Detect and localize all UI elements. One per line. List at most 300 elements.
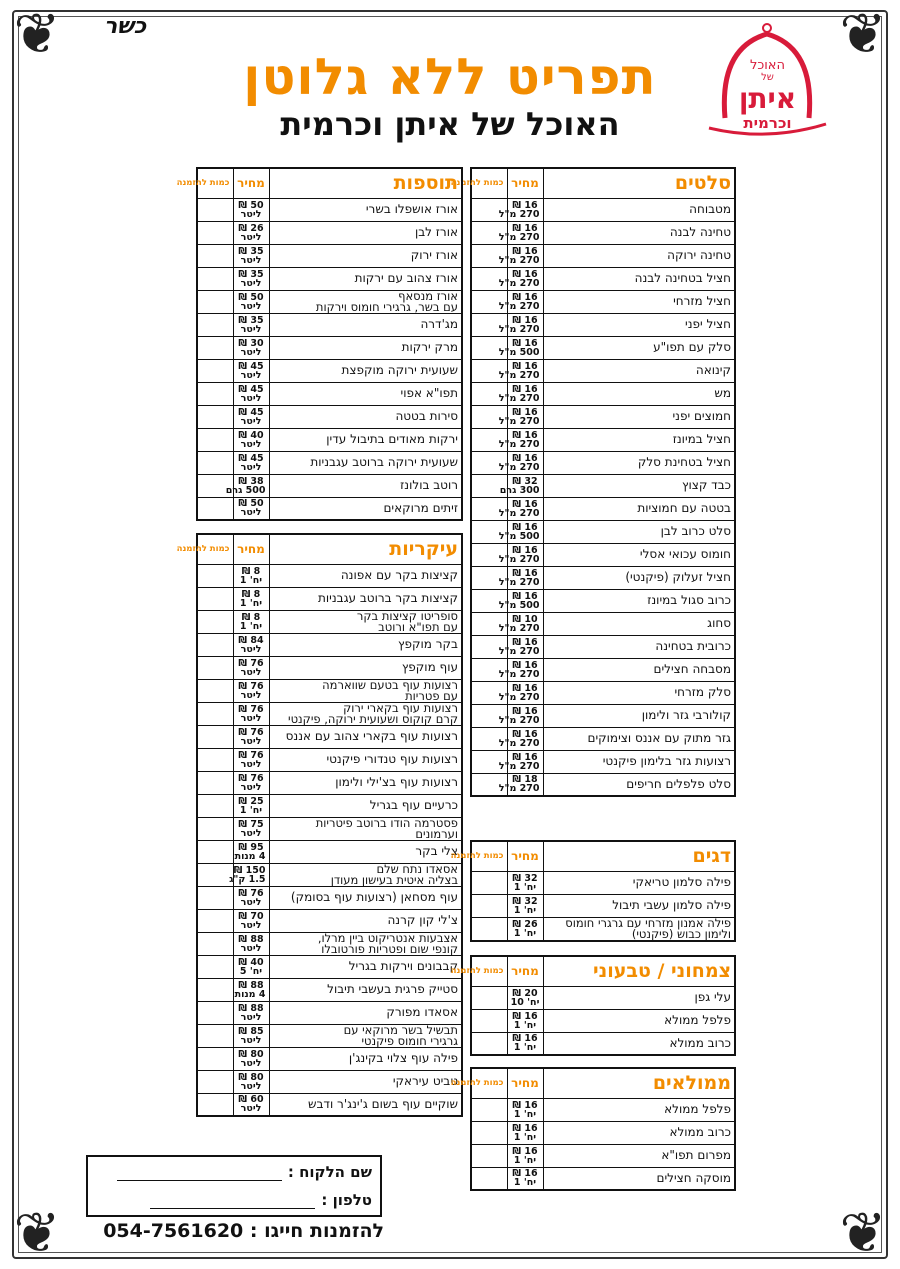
item-price [233, 198, 269, 221]
price-value: 32 ₪ [512, 475, 538, 487]
quantity-input[interactable] [197, 840, 233, 863]
item-name [269, 1070, 462, 1093]
quantity-input[interactable] [197, 1070, 233, 1093]
item-price [498, 497, 543, 520]
table-row [471, 1098, 735, 1121]
item-name [543, 612, 735, 635]
quantity-input[interactable] [197, 748, 233, 771]
item-price [507, 1009, 543, 1032]
customer-name-row [117, 1163, 372, 1181]
price-unit: יח' 1 [239, 620, 263, 632]
item-name-line: רוטב בולונז [400, 478, 458, 492]
item-name [543, 750, 735, 773]
table-row [471, 313, 735, 336]
item-name-line: קציצות בקר ברוטב עגבניות [318, 591, 458, 605]
table-header-row [471, 841, 735, 871]
item-name-line: מסבחה חצילים [653, 662, 731, 676]
item-name-line: חומוס עכואי אסלי [639, 547, 731, 561]
table-row [197, 405, 462, 428]
item-price [507, 917, 543, 941]
item-name [543, 589, 735, 612]
item-name [543, 290, 735, 313]
item-name-line: עוף מוקפץ [401, 660, 458, 674]
price-value: 50 ₪ [238, 498, 264, 510]
quantity-column-header: כמות להזמנה [471, 841, 507, 871]
item-name-line: שעועית ירוקה מוקפצת [341, 363, 458, 377]
item-name [543, 451, 735, 474]
item-name-line: סלט פלפלים חריפים [626, 776, 731, 791]
price-value: 45 ₪ [238, 360, 264, 372]
price-value: 76 ₪ [238, 887, 264, 899]
item-price [233, 748, 269, 771]
item-name [543, 1121, 735, 1144]
table-row [197, 313, 462, 336]
price-unit: יח' 1 [513, 927, 537, 939]
item-name [269, 221, 462, 244]
price-value: 35 ₪ [238, 245, 264, 257]
table-row [471, 566, 735, 589]
item-name [269, 955, 462, 978]
table-row [471, 497, 735, 520]
item-name [269, 679, 462, 702]
table-row [197, 428, 462, 451]
price-unit: ליטר [240, 896, 262, 908]
quantity-input[interactable] [471, 871, 507, 894]
price-unit: ליטר [240, 392, 262, 404]
quantity-input[interactable] [197, 656, 233, 679]
item-name-line: כבד קצוץ [681, 478, 731, 492]
item-name-line: מוסקה חצילים [656, 1170, 731, 1185]
quantity-input[interactable] [197, 794, 233, 817]
item-name-line: גזר מתוק עם אננס וצימוקים [587, 731, 731, 745]
price-unit: 270 מ"ל [498, 714, 540, 726]
item-price [498, 750, 543, 773]
item-name [543, 1098, 735, 1121]
price-unit: ליטר [240, 643, 262, 655]
item-name [269, 886, 462, 909]
item-name-line: סלט כרוב לבן [660, 524, 731, 538]
table-row [197, 909, 462, 932]
item-name-line2: בצליה איטית בעישון מעודן [330, 872, 458, 887]
price-unit: ליטר [240, 438, 262, 450]
quantity-input[interactable] [471, 1144, 507, 1167]
price-unit: יח' 5 [239, 965, 263, 977]
item-name [543, 405, 735, 428]
quantity-input[interactable] [197, 702, 233, 725]
quantity-input[interactable] [197, 978, 233, 1001]
price-unit: 270 מ"ל [498, 760, 540, 772]
quantity-input[interactable] [471, 917, 507, 941]
item-price [498, 221, 543, 244]
table-row [471, 290, 735, 313]
item-name [269, 428, 462, 451]
corner-ornament-icon: ❦ [839, 1201, 887, 1266]
section-title: סלטים [543, 168, 735, 198]
item-price [233, 679, 269, 702]
item-name [269, 817, 462, 840]
menu-title: תפריט ללא גלוטן [243, 48, 657, 106]
logo-text-line3: איתן [738, 82, 797, 115]
item-name [543, 1032, 735, 1055]
price-unit: יח' 1 [239, 597, 263, 609]
item-price [233, 221, 269, 244]
vegan-table [450, 955, 736, 1056]
table-row [471, 1032, 735, 1055]
quantity-input[interactable] [197, 1047, 233, 1070]
item-name-line: אורז ירוק [410, 248, 458, 262]
item-name-line: שוקיים עוף בשום ג'ינג'ר ודבש [307, 1096, 458, 1111]
price-value: 8 ₪ [241, 611, 261, 623]
price-unit: ליטר [240, 666, 262, 678]
item-name-line: אורז צהוב עם ירקות [354, 271, 458, 285]
quantity-input[interactable] [197, 198, 233, 221]
item-name-line: מש [714, 386, 731, 400]
item-name-line2: ולימון כבוש (פיקנטי) [631, 926, 731, 941]
item-name-line: חציל בטחינה לבנה [634, 271, 731, 285]
price-value: 16 ₪ [512, 1168, 538, 1180]
item-name-line2: קרם קוקוס ושעועית ירוקה, פיקנטי [288, 711, 458, 726]
table-row [471, 428, 735, 451]
price-unit: יח' 1 [513, 1154, 537, 1166]
item-name-line: מרק ירקות [401, 340, 458, 354]
item-name [269, 1047, 462, 1070]
item-price [498, 267, 543, 290]
customer-phone-label: טלפון : [321, 1191, 372, 1209]
item-price [233, 725, 269, 748]
table-row [197, 932, 462, 955]
quantity-input[interactable] [197, 679, 233, 702]
price-value: 16 ₪ [512, 222, 538, 234]
item-price [498, 428, 543, 451]
price-value: 16 ₪ [512, 1122, 538, 1134]
item-name [543, 727, 735, 750]
price-value: 75 ₪ [238, 818, 264, 830]
corner-ornament-icon: ❦ [13, 1201, 61, 1266]
quantity-input[interactable] [197, 497, 233, 520]
item-name-line: מטבוחה [689, 202, 731, 216]
price-unit: יח' 1 [513, 1177, 537, 1189]
table-row [471, 474, 735, 497]
item-name [269, 244, 462, 267]
table-row [471, 1144, 735, 1167]
corner-ornament-icon: ❦ [839, 2, 887, 67]
table-row [197, 840, 462, 863]
item-name-line: שעועית ירוקה ברוטב עגבניות [310, 455, 458, 469]
customer-name-label: שם הלקוח : [287, 1163, 372, 1181]
item-name-line: אצבעות אנטריקוט ביין מרלו, [317, 930, 458, 945]
table-row [471, 635, 735, 658]
item-price [507, 1121, 543, 1144]
item-name [269, 978, 462, 1001]
item-name-line: חציל זעלוק (פיקנטי) [625, 570, 731, 584]
item-price [498, 658, 543, 681]
price-value: 80 ₪ [238, 1071, 264, 1083]
price-value: 85 ₪ [238, 1025, 264, 1037]
quantity-input[interactable] [197, 451, 233, 474]
price-value: 16 ₪ [512, 406, 538, 418]
item-price [233, 610, 269, 633]
table-row [197, 656, 462, 679]
item-price [507, 871, 543, 894]
section-title: עיקריות [269, 534, 462, 564]
item-price [507, 1144, 543, 1167]
item-name-line: בטטה עם חמוציות [637, 501, 731, 515]
item-price [233, 382, 269, 405]
item-name-line: רצועות עוף בצ'ילי ולימון [335, 775, 458, 789]
price-value: 76 ₪ [238, 703, 264, 715]
item-name [269, 1001, 462, 1024]
item-price [233, 1093, 269, 1116]
table-row [471, 612, 735, 635]
price-unit: ליטר [240, 942, 262, 954]
item-name [269, 794, 462, 817]
item-name-line: כרוב סגול במיונז [647, 593, 731, 607]
item-price [498, 244, 543, 267]
price-value: 16 ₪ [512, 659, 538, 671]
price-unit: 4 מנות [234, 850, 266, 862]
item-price [498, 681, 543, 704]
table-row [197, 955, 462, 978]
item-name [543, 681, 735, 704]
price-unit: ליטר [240, 827, 262, 839]
item-name-line: בקר מוקפץ [398, 637, 458, 651]
quantity-input[interactable] [197, 886, 233, 909]
table-row [471, 359, 735, 382]
item-name [269, 587, 462, 610]
item-name-line: תפו"א אפוי [400, 386, 458, 400]
quantity-column-header: כמות להזמנה [197, 168, 233, 198]
item-name [269, 633, 462, 656]
quantity-input[interactable] [197, 771, 233, 794]
quantity-input[interactable] [197, 359, 233, 382]
item-price [498, 451, 543, 474]
quantity-input[interactable] [197, 221, 233, 244]
item-name-line: צלי בקר [415, 844, 458, 858]
quantity-input[interactable] [197, 1093, 233, 1116]
item-name-line: כרוב ממולא [669, 1125, 731, 1139]
price-unit: ליטר [240, 461, 262, 473]
quantity-input[interactable] [197, 633, 233, 656]
item-name [269, 382, 462, 405]
item-price [233, 587, 269, 610]
item-price [233, 633, 269, 656]
price-unit: ליטר [240, 208, 262, 220]
table-header-row [471, 956, 735, 986]
price-value: 45 ₪ [238, 406, 264, 418]
quantity-input[interactable] [197, 428, 233, 451]
item-name [269, 474, 462, 497]
price-unit: 270 מ"ל [498, 231, 540, 243]
table-row [197, 1047, 462, 1070]
table-header-row [471, 168, 735, 198]
item-price [498, 290, 543, 313]
price-unit: 270 מ"ל [498, 438, 540, 450]
price-value: 150 ₪ [233, 864, 266, 876]
item-name-line: סופריטו קציצות בקר [356, 608, 458, 623]
price-unit: ליטר [240, 415, 262, 427]
price-value: 95 ₪ [238, 841, 264, 853]
quantity-input[interactable] [471, 1167, 507, 1190]
price-unit: ליטר [240, 689, 262, 701]
item-name-line: סלק עם תפו"ע [653, 340, 731, 354]
price-value: 18 ₪ [512, 774, 538, 786]
item-name [269, 267, 462, 290]
quantity-input[interactable] [197, 610, 233, 633]
item-price [233, 932, 269, 955]
price-value: 25 ₪ [238, 795, 264, 807]
table-row [197, 1093, 462, 1116]
logo-text-line2: של [761, 72, 774, 83]
item-name-line: קינואה [695, 363, 731, 377]
item-name [543, 894, 735, 917]
item-name [543, 704, 735, 727]
quantity-input[interactable] [197, 336, 233, 359]
item-price [233, 405, 269, 428]
quantity-input[interactable] [197, 1001, 233, 1024]
quantity-input[interactable] [197, 587, 233, 610]
item-name-line: סירות בטטה [395, 409, 458, 423]
quantity-input[interactable] [197, 290, 233, 313]
price-unit: 270 מ"ל [498, 553, 540, 565]
price-value: 26 ₪ [512, 918, 538, 930]
quantity-input[interactable] [471, 986, 507, 1009]
price-unit: ליטר [240, 781, 262, 793]
price-value: 16 ₪ [512, 314, 538, 326]
item-name-line2: עם פטריות [405, 688, 458, 703]
price-unit: יח' 1 [239, 804, 263, 816]
table-row [197, 886, 462, 909]
item-name [269, 359, 462, 382]
price-value: 45 ₪ [238, 383, 264, 395]
table-row [471, 336, 735, 359]
table-row [197, 221, 462, 244]
item-name-line: חציל במיונז [672, 432, 731, 446]
quantity-input[interactable] [197, 313, 233, 336]
item-name [543, 1144, 735, 1167]
customer-phone-field[interactable] [150, 1195, 315, 1209]
table-row [471, 221, 735, 244]
price-value: 16 ₪ [512, 360, 538, 372]
price-column-header: מחיר [507, 168, 543, 198]
quantity-input[interactable] [197, 909, 233, 932]
quantity-input[interactable] [471, 894, 507, 917]
table-row [197, 1070, 462, 1093]
quantity-input[interactable] [197, 564, 233, 587]
item-price [225, 474, 269, 497]
quantity-input[interactable] [197, 267, 233, 290]
item-price [498, 635, 543, 658]
price-column-header: מחיר [233, 534, 269, 564]
table-row [197, 267, 462, 290]
table-row [471, 704, 735, 727]
section-title: צמחוני / טבעוני [543, 956, 735, 986]
item-price [498, 405, 543, 428]
section-title: תוספות [269, 168, 462, 198]
quantity-input[interactable] [197, 405, 233, 428]
price-value: 16 ₪ [512, 1010, 538, 1022]
table-row [197, 978, 462, 1001]
customer-name-field[interactable] [117, 1167, 282, 1181]
price-value: 40 ₪ [238, 956, 264, 968]
quantity-input[interactable] [471, 1009, 507, 1032]
quantity-input[interactable] [197, 955, 233, 978]
quantity-input[interactable] [197, 932, 233, 955]
item-name-line: אסאדו נתח שלם [376, 861, 458, 876]
price-value: 35 ₪ [238, 314, 264, 326]
price-unit: 270 מ"ל [498, 576, 540, 588]
price-unit: 270 מ"ל [498, 208, 540, 220]
quantity-column-header: כמות להזמנה [471, 168, 507, 198]
quantity-input[interactable] [197, 244, 233, 267]
price-column-header: מחיר [233, 168, 269, 198]
table-row [471, 589, 735, 612]
price-value: 16 ₪ [512, 1145, 538, 1157]
price-value: 10 ₪ [512, 613, 538, 625]
item-name-line: רצועות עוף בטעם שווארמה [322, 677, 458, 692]
price-unit: 270 מ"ל [498, 737, 540, 749]
price-unit: ליטר [240, 758, 262, 770]
price-value: 50 ₪ [238, 199, 264, 211]
quantity-input[interactable] [471, 1098, 507, 1121]
price-unit: יח' 1 [513, 881, 537, 893]
price-unit: ליטר [240, 1080, 262, 1092]
item-name [543, 658, 735, 681]
sides-table [176, 167, 463, 521]
quantity-column-header: כמות להזמנה [471, 956, 507, 986]
kosher-label: כשר [104, 14, 147, 39]
item-name-line: אסאדו מפורק [386, 1005, 458, 1019]
item-name-line: טחינה ירוקה [667, 248, 731, 262]
item-name [543, 773, 735, 796]
item-name-line2: קונפי שום ופטריות פורטובלו [321, 941, 458, 956]
quantity-input[interactable] [197, 382, 233, 405]
item-price [229, 863, 269, 886]
price-unit: 270 מ"ל [498, 622, 540, 634]
table-row [197, 633, 462, 656]
table-row [197, 863, 462, 886]
quantity-input[interactable] [197, 725, 233, 748]
item-price [233, 451, 269, 474]
item-name [543, 520, 735, 543]
price-value: 50 ₪ [238, 291, 264, 303]
quantity-input[interactable] [471, 1032, 507, 1055]
table-header-row [471, 1068, 735, 1098]
price-unit: ליטר [240, 712, 262, 724]
item-price [498, 566, 543, 589]
price-value: 8 ₪ [241, 588, 261, 600]
price-value: 16 ₪ [512, 567, 538, 579]
item-name [543, 635, 735, 658]
item-name-line: אורז אושפלו בשרי [365, 202, 458, 216]
quantity-input[interactable] [197, 863, 233, 886]
table-row [197, 564, 462, 587]
price-unit: 1.5 ק"ג [229, 873, 266, 885]
item-price [233, 771, 269, 794]
quantity-input[interactable] [197, 817, 233, 840]
price-unit: 4 מנות [234, 988, 266, 1000]
item-name [269, 290, 462, 313]
price-unit: 500 מ"ל [498, 599, 540, 611]
section-title: ממולאים [543, 1068, 735, 1098]
price-value: 35 ₪ [238, 268, 264, 280]
price-unit: יח' 10 [510, 996, 540, 1008]
quantity-input[interactable] [471, 1121, 507, 1144]
item-price [507, 1032, 543, 1055]
item-price [233, 1070, 269, 1093]
item-price [498, 313, 543, 336]
quantity-input[interactable] [197, 1024, 233, 1047]
price-value: 76 ₪ [238, 726, 264, 738]
